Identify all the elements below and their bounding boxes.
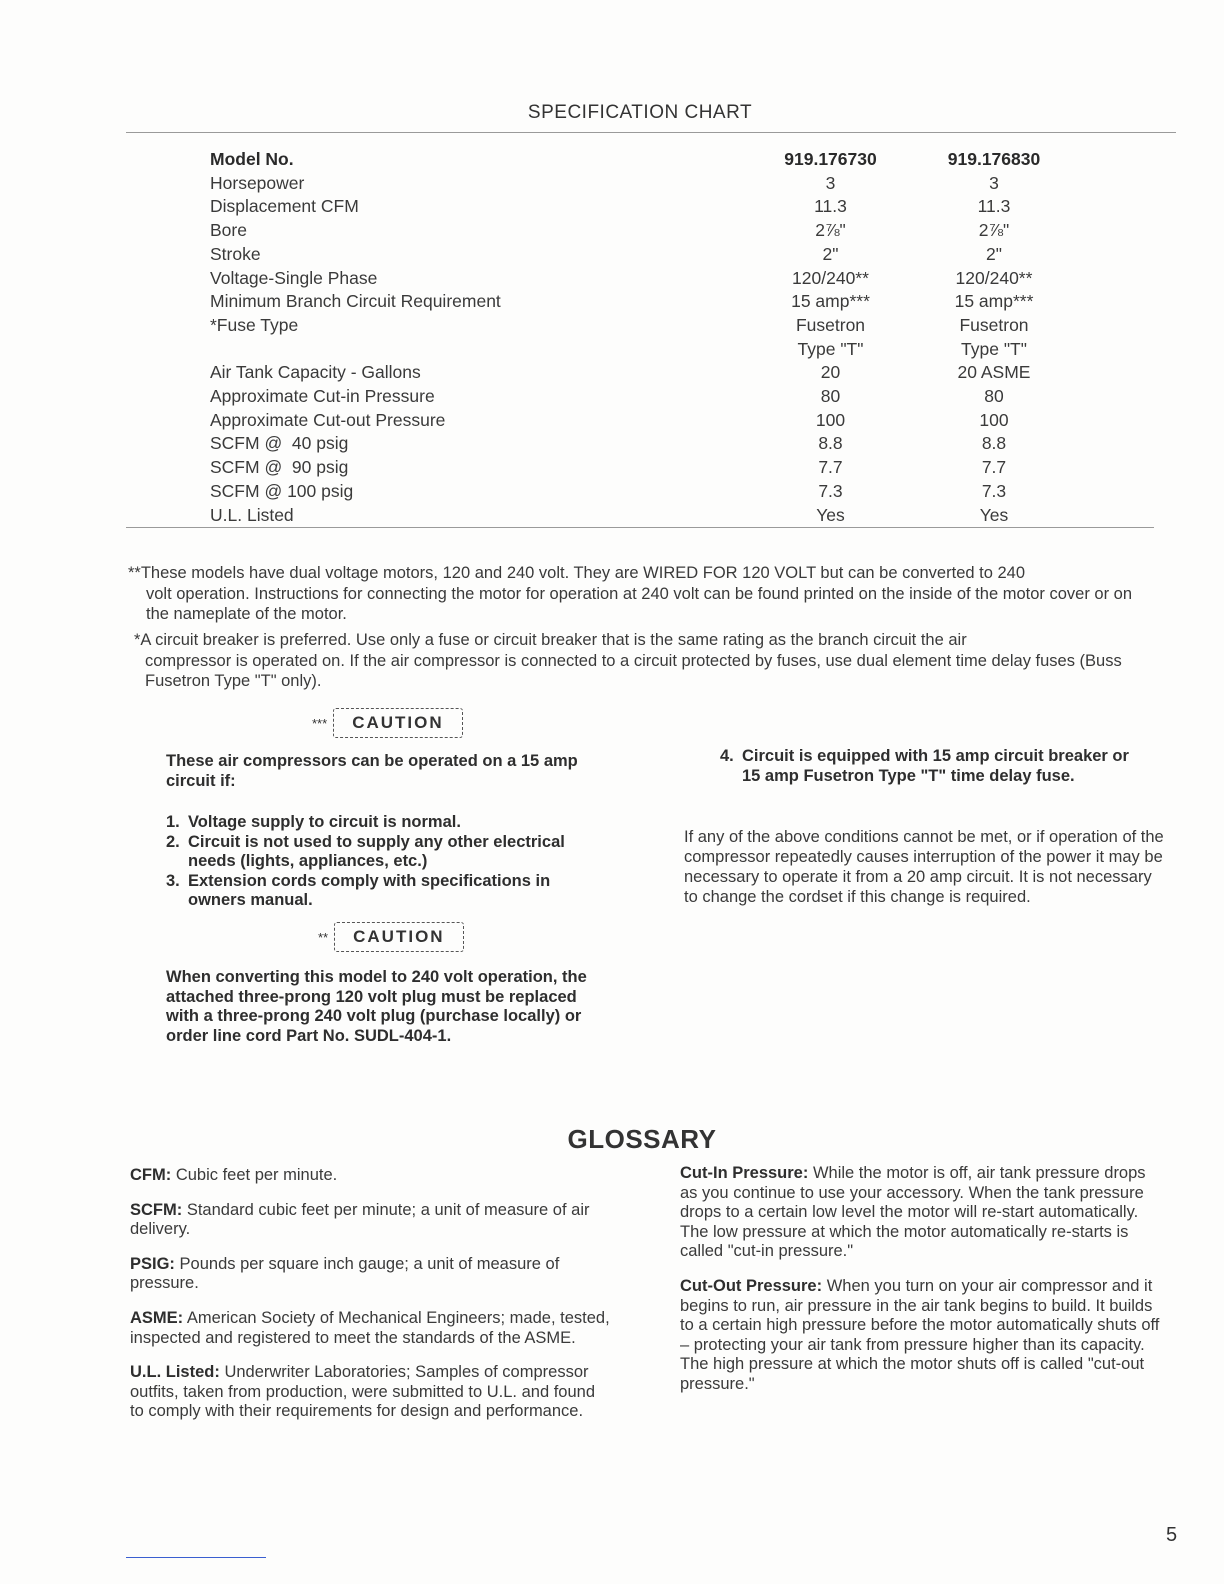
- glossary-right-column: [680, 1164, 1164, 1410]
- spec-row-label: *Fuse Type: [210, 314, 299, 335]
- spec-row: [210, 385, 1080, 409]
- caution-banner-1: [312, 708, 463, 738]
- spec-row-value-a: Fusetron: [795, 314, 866, 335]
- spec-row-label: Air Tank Capacity - Gallons: [210, 362, 421, 383]
- glossary-title: GLOSSARY: [567, 1124, 717, 1154]
- spec-row: [210, 361, 1080, 385]
- spec-row: [210, 480, 1080, 504]
- spec-row-label: Voltage-Single Phase: [210, 267, 378, 288]
- spec-row-value-b: 2⅞": [978, 220, 1010, 241]
- caution-conditions-list: [166, 813, 586, 911]
- spec-row-value-b: 11.3: [977, 196, 1011, 217]
- list-item-number: 3.: [166, 871, 180, 890]
- spec-row: [210, 219, 1080, 243]
- spec-row-value-a: Yes: [816, 504, 845, 525]
- note-circuit-breaker: [134, 630, 1158, 692]
- spec-row-value-b: 120/240**: [955, 267, 1033, 288]
- glossary-entry: [130, 1363, 610, 1422]
- spec-header-row: [210, 148, 1080, 172]
- list-item-text: Circuit is equipped with 15 amp circuit breaker or 15 amp Fusetron Type "T" time delay fuse.: [742, 747, 1129, 785]
- list-item-number: 2.: [166, 832, 180, 851]
- caution-conversion-text: When converting this model to 240 volt operation, the attached three-prong 120 volt plug must be replaced with a three-prong 240 volt plug (purchase locally) or order line cord Part No. SUDL-404-1.: [166, 968, 587, 1045]
- spec-row-label: U.L. Listed: [210, 504, 294, 525]
- spec-row: [210, 409, 1080, 433]
- spec-header-label: Model No.: [210, 149, 294, 169]
- page-number: 5: [1166, 1524, 1178, 1546]
- spec-row-label: SCFM @ 40 psig: [210, 433, 349, 454]
- spec-row: [210, 243, 1080, 267]
- spec-row-value-a2: Type "T": [797, 338, 864, 359]
- caution-banner-2: [318, 922, 464, 952]
- glossary-entry: [130, 1166, 610, 1186]
- glossary-entry: [680, 1164, 1164, 1262]
- glossary-term: PSIG:: [130, 1254, 175, 1273]
- spec-row: [210, 267, 1080, 291]
- caution-conditions-list-cont: [720, 747, 1130, 786]
- spec-row-label: Minimum Branch Circuit Requirement: [210, 291, 501, 312]
- glossary-term: U.L. Listed:: [130, 1363, 220, 1382]
- glossary-definition: Underwriter Laboratories; Samples of compressor outfits, taken from production, were submitted to U.L. and found to comply with their requirements for design and performance.: [130, 1363, 596, 1421]
- glossary-term: SCFM:: [130, 1200, 183, 1219]
- glossary-definition: American Society of Mechanical Engineers; made, tested, inspected and registered to meet the standards of the ASME.: [130, 1308, 610, 1347]
- list-item-text: Circuit is not used to supply any other electrical needs (lights, appliances, etc.): [188, 832, 565, 870]
- glossary-term: ASME:: [130, 1308, 184, 1327]
- list-item: [166, 872, 586, 911]
- spec-row-value-a: 15 amp***: [791, 291, 870, 312]
- list-item-text: Voltage supply to circuit is normal.: [188, 813, 461, 831]
- list-item-number: 1.: [166, 813, 180, 831]
- spec-row-value-a: 2": [822, 243, 839, 264]
- note-dual-voltage: [128, 563, 1158, 625]
- spec-row-value-b: 15 amp***: [954, 291, 1034, 312]
- glossary-entry: [130, 1309, 610, 1348]
- spec-bottom-rule: [126, 527, 1154, 528]
- list-item-number: 4.: [720, 747, 734, 765]
- spec-row-value-b2: Type "T": [961, 338, 1027, 359]
- spec-row: [210, 314, 1080, 361]
- spec-row-value-a: 11.3: [814, 196, 847, 217]
- note-circuit-breaker-line1: *A circuit breaker is preferred. Use only a fuse or circuit breaker that is the same rating as the branch circuit the air: [134, 631, 967, 649]
- spec-row-label: SCFM @ 90 psig: [210, 457, 349, 478]
- glossary-definition: When you turn on your air compressor and it begins to run, air pressure in the air tank begins to build. It builds to a certain high pressure before the motor automatically shuts off – protecting your air tank from pressure higher than its capacity. The high pressure at which the motor shuts off is called "cut-out pressure.": [680, 1276, 1160, 1393]
- spec-row-label: Horsepower: [210, 172, 305, 193]
- spec-row: [210, 432, 1080, 456]
- spec-row-value-a: 20: [820, 362, 841, 383]
- caution-label: CAUTION: [334, 922, 463, 952]
- spec-row-label: Displacement CFM: [210, 196, 359, 217]
- spec-row-value-a: 2⅞": [815, 220, 846, 241]
- spec-row-value-b: Yes: [979, 504, 1009, 525]
- spec-row-value-a: 3: [825, 172, 836, 193]
- spec-row-value-a: 7.3: [818, 480, 843, 501]
- list-item: [166, 813, 586, 833]
- list-item: [166, 833, 586, 872]
- caution-marker: **: [318, 929, 329, 945]
- spec-row: [210, 456, 1080, 480]
- spec-row: [210, 195, 1080, 219]
- glossary-term: CFM:: [130, 1166, 172, 1184]
- spec-row-value-b: 2": [986, 243, 1002, 264]
- note-dual-voltage-line1: **These models have dual voltage motors, 120 and 240 volt. They are WIRED FOR 120 VOLT but can be converted to 240: [128, 564, 1026, 582]
- glossary-entry: [680, 1277, 1164, 1395]
- glossary-definition: Pounds per square inch gauge; a unit of measure of pressure.: [130, 1254, 560, 1293]
- spec-row-value-b: 3: [989, 172, 999, 193]
- caution-intro: These air compressors can be operated on a 15 amp circuit if:: [166, 752, 578, 790]
- spec-header-model-b: 919.176830: [947, 149, 1041, 169]
- spec-row-value-b: 8.8: [981, 433, 1007, 454]
- list-item: [720, 747, 1130, 786]
- spec-row-label: Bore: [210, 220, 247, 241]
- spec-header-model-a: 919.176730: [784, 149, 877, 169]
- spec-row-value-a: 100: [815, 409, 846, 430]
- glossary-definition: Standard cubic feet per minute; a unit of measure of air delivery.: [130, 1200, 590, 1239]
- spec-row-value-a: 8.8: [818, 433, 843, 454]
- spec-row: [210, 172, 1080, 196]
- spec-row-value-a: 80: [820, 386, 841, 407]
- spec-top-rule: [126, 132, 1176, 133]
- list-item-text: Extension cords comply with specifications in owners manual.: [188, 871, 551, 909]
- glossary-definition: While the motor is off, air tank pressure drops as you continue to use your accessory. When the tank pressure drops to a certain low level the motor will re-start automatically. The low pressure at which the motor automatically re-starts is called "cut-in pressure.": [680, 1164, 1146, 1261]
- glossary-entry: [130, 1255, 610, 1294]
- underline-mark: [126, 1557, 266, 1558]
- spec-row-label: SCFM @ 100 psig: [210, 480, 354, 501]
- glossary-term: Cut-In Pressure:: [680, 1164, 809, 1182]
- glossary-term: Cut-Out Pressure:: [680, 1276, 823, 1295]
- spec-row: [210, 504, 1080, 528]
- spec-row-value-b: Fusetron: [959, 314, 1029, 335]
- spec-row-value-a: 120/240**: [792, 267, 869, 288]
- spec-row-value-b: 80: [984, 386, 1004, 407]
- spec-table: [210, 148, 1080, 527]
- note-dual-voltage-rest: volt operation. Instructions for connecting the motor for operation at 240 volt can be found printed on the inside of the motor cover or on the nameplate of the motor.: [146, 584, 1133, 623]
- spec-row-value-a: 7.7: [818, 457, 843, 478]
- spec-row-label: Stroke: [210, 243, 261, 264]
- spec-row-label: Approximate Cut-out Pressure: [210, 409, 446, 430]
- spec-row-value-b: 100: [979, 409, 1009, 430]
- spec-row: [210, 290, 1080, 314]
- glossary-definition: Cubic feet per minute.: [175, 1166, 338, 1184]
- spec-chart-title: SPECIFICATION CHART: [527, 102, 753, 123]
- note-circuit-breaker-rest: compressor is operated on. If the air compressor is connected to a circuit protected by fuses, use dual element time delay fuses (Buss Fusetron Type "T" only).: [145, 651, 1122, 690]
- spec-row-value-b: 7.3: [981, 480, 1007, 501]
- caution-marker: ***: [312, 715, 328, 731]
- spec-row-value-b: 7.7: [981, 457, 1007, 478]
- caution-followup: If any of the above conditions cannot be met, or if operation of the compressor repeatedly causes interruption of the power it may be necessary to operate it from a 20 amp circuit. It is not necessary to change the cordset if this change is required.: [684, 828, 1164, 906]
- glossary-entry: [130, 1201, 610, 1240]
- glossary-left-column: [130, 1166, 610, 1437]
- spec-row-label: Approximate Cut-in Pressure: [210, 386, 435, 407]
- spec-row-value-b: 20 ASME: [957, 362, 1031, 383]
- caution-label: CAUTION: [333, 708, 462, 738]
